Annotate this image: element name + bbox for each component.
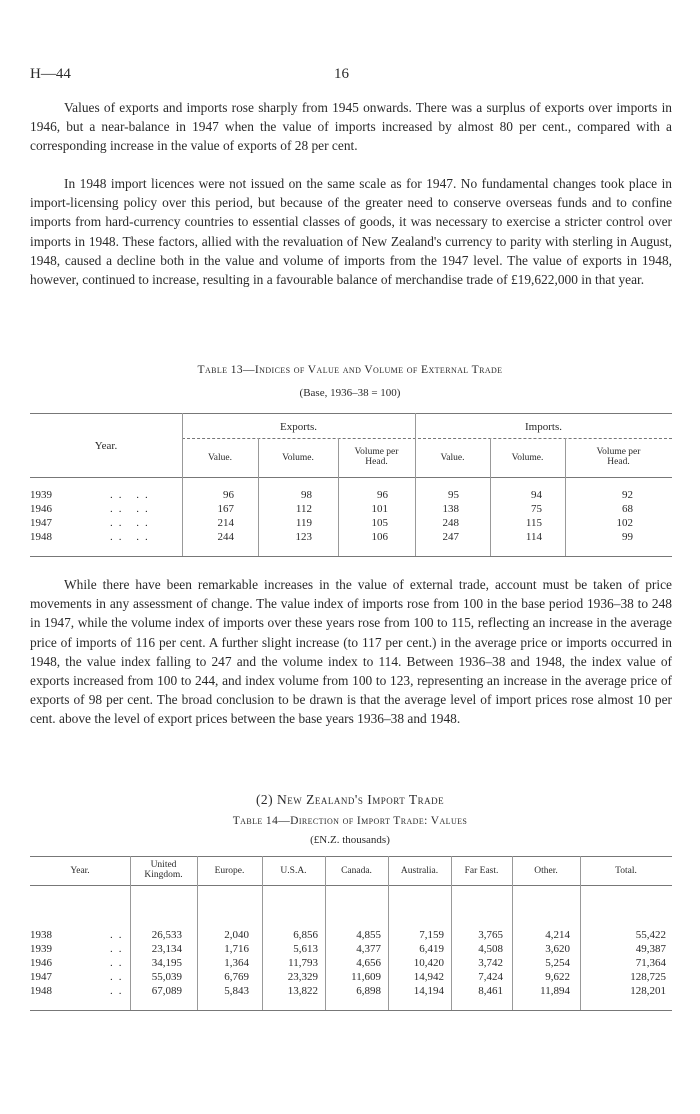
header-line: Head. [607,457,630,467]
row-year: 1947 [30,971,52,983]
table14-header-rule [30,885,672,886]
document-reference: H—44 [30,66,71,82]
total-value: 55,422 [635,929,666,941]
table13-title: Table 13—Indices of Value and Volume of External Trade [197,364,503,376]
row-year: 1948 [30,985,52,997]
table13-bottom-rule [30,556,672,557]
paragraph-1: Values of exports and imports rose sharply from 1945 onwards. There was a surplus of exports over imports in 1946, but a near-balance in 1947 when the value of imports increased by almost 80 per cent., compared with a corresponding increase in the value of exports of 28 per cent. [30,100,672,154]
export-volume-per-head: 101 [371,503,388,515]
row-year: 1939 [30,943,52,955]
header-line: Kingdom. [144,870,183,880]
header-line: Volume per [596,447,641,457]
table14-header-usa: U.S.A. [280,866,307,876]
table13-header-export-volume: Volume. [282,453,314,463]
canada-value: 4,656 [356,957,381,969]
export-value: 167 [217,503,234,515]
australia-value: 14,194 [413,985,444,997]
table14-header-total: Total. [615,866,637,876]
usa-value: 13,822 [287,985,318,997]
table14-header-europe: Europe. [214,866,245,876]
import-volume-per-head: 102 [616,517,633,529]
table13-group-exports: Exports. [280,421,317,433]
table13-header-import-volume-per-head [565,447,672,467]
far-east-value: 8,461 [478,985,503,997]
row-year: 1948 [30,531,52,543]
import-value: 247 [442,531,459,543]
total-value: 49,387 [635,943,666,955]
row-year: 1939 [30,489,52,501]
table13-header-rule [30,477,672,478]
europe-value: 1,364 [224,957,249,969]
export-volume-per-head: 106 [371,531,388,543]
united-kingdom-value: 23,134 [151,943,182,955]
far-east-value: 3,742 [478,957,503,969]
leader-dots: .. .. [110,489,154,501]
table14-bottom-rule [30,1010,672,1011]
paragraph-2: In 1948 import licences were not issued on the same scale as for 1947. No fundamental changes took place in import-licensing policy over this period, but because of the greater need to conserve overseas funds and to confine imports from hard-currency countries to essential classes of goods, it was necessary to exercise a stricter control over imports in 1948. These factors, allied with the revaluation of New Zealand's currency to parity with sterling in August, 1948, caused a decline both in the value and volume of imports from the 1947 level. The value of exports in 1948, however, continued to increase, resulting in a favourable balance of merchandise trade of £19,622,000 in that year. [30,176,672,288]
total-value: 128,725 [630,971,666,983]
import-volume-per-head: 99 [622,531,633,543]
europe-value: 2,040 [224,929,249,941]
other-value: 11,894 [540,985,570,997]
table14-header-united-kingdom [130,860,197,880]
europe-value: 5,843 [224,985,249,997]
table14-header-australia: Australia. [400,866,439,876]
far-east-value: 4,508 [478,943,503,955]
table13-header-import-value: Value. [440,453,465,463]
section-heading: (2) New Zealand's Import Trade [255,792,445,807]
export-volume: 119 [295,517,312,529]
export-volume-per-head: 105 [371,517,388,529]
table14-subtitle: (£N.Z. thousands) [310,834,390,846]
table13-header-export-volume-per-head [338,447,415,467]
australia-value: 10,420 [413,957,444,969]
usa-value: 6,856 [293,929,318,941]
table13-group-imports: Imports. [525,421,562,433]
import-value: 95 [448,489,459,501]
row-year: 1938 [30,929,52,941]
canada-value: 4,377 [356,943,381,955]
table13-header-year: Year. [94,440,118,452]
leader-dots: .. [110,985,128,997]
table14-header-canada: Canada. [341,866,372,876]
usa-value: 5,613 [293,943,318,955]
table14-header-year: Year. [70,866,90,876]
table13-header-export-value: Value. [207,453,232,463]
united-kingdom-value: 67,089 [151,985,182,997]
import-volume: 115 [525,517,542,529]
import-volume: 94 [531,489,542,501]
table14-title: Table 14—Direction of Import Trade: Values [232,815,468,827]
other-value: 9,622 [545,971,570,983]
other-value: 4,214 [545,929,570,941]
leader-dots: .. .. [110,517,154,529]
import-volume: 114 [525,531,542,543]
canada-value: 6,898 [356,985,381,997]
table13-subtitle: (Base, 1936–38 = 100) [299,387,401,399]
canada-value: 4,855 [356,929,381,941]
export-volume: 112 [295,503,312,515]
import-volume: 75 [531,503,542,515]
far-east-value: 3,765 [478,929,503,941]
table13-header-import-volume: Volume. [511,453,544,463]
leader-dots: .. [110,929,128,941]
leader-dots: .. [110,957,128,969]
import-volume-per-head: 68 [622,503,633,515]
row-year: 1946 [30,503,52,515]
table13-group-rule [182,438,672,439]
row-year: 1947 [30,517,52,529]
export-value: 244 [217,531,234,543]
usa-value: 11,793 [288,957,318,969]
export-volume-per-head: 96 [377,489,388,501]
united-kingdom-value: 34,195 [151,957,182,969]
leader-dots: .. .. [110,503,154,515]
table14-header-far-east: Far East. [464,866,499,876]
other-value: 3,620 [545,943,570,955]
header-line: Volume per [354,447,399,457]
europe-value: 6,769 [224,971,249,983]
header-line: Head. [365,457,388,467]
table14-header-other: Other. [534,866,558,876]
leader-dots: .. .. [110,531,154,543]
united-kingdom-value: 55,039 [151,971,182,983]
other-value: 5,254 [545,957,570,969]
usa-value: 23,329 [287,971,318,983]
table14-top-rule [30,856,672,857]
leader-dots: .. [110,943,128,955]
table13-top-rule [30,413,672,414]
export-value: 214 [217,517,234,529]
australia-value: 14,942 [413,971,444,983]
import-volume-per-head: 92 [622,489,633,501]
total-value: 128,201 [630,985,666,997]
export-volume: 98 [301,489,312,501]
leader-dots: .. [110,971,128,983]
export-volume: 123 [295,531,312,543]
total-value: 71,364 [635,957,666,969]
import-value: 138 [442,503,459,515]
australia-value: 7,159 [419,929,444,941]
header-line: United [150,860,177,870]
europe-value: 1,716 [224,943,249,955]
paragraph-3: While there have been remarkable increases in the value of external trade, account must be taken of price movements in any assessment of change. The value index of imports rose from 100 in the base period 1936–38 to 248 in 1947, while the volume index of imports over these years rose from 100 to 115, reflecting an increase in the average price of imports of 116 per cent. A further slight increase (to 117 per cent.) in the average price or imports occurred in 1948, the value index falling to 247 and the volume index to 114. Between 1936–38 and 1948, the index value of exports increased from 100 to 244, and index volume from 100 to 123, representing an increase in the average price of exports of 98 per cent. The broad conclusion to be drawn is that the average level of import prices rose almost 10 per cent. above the level of export prices between the base years 1936–38 and 1948. [30,577,672,727]
united-kingdom-value: 26,533 [151,929,182,941]
row-year: 1946 [30,957,52,969]
export-value: 96 [223,489,234,501]
far-east-value: 7,424 [478,971,503,983]
import-value: 248 [442,517,459,529]
australia-value: 6,419 [419,943,444,955]
canada-value: 11,609 [351,971,381,983]
page-number: 16 [334,66,349,82]
